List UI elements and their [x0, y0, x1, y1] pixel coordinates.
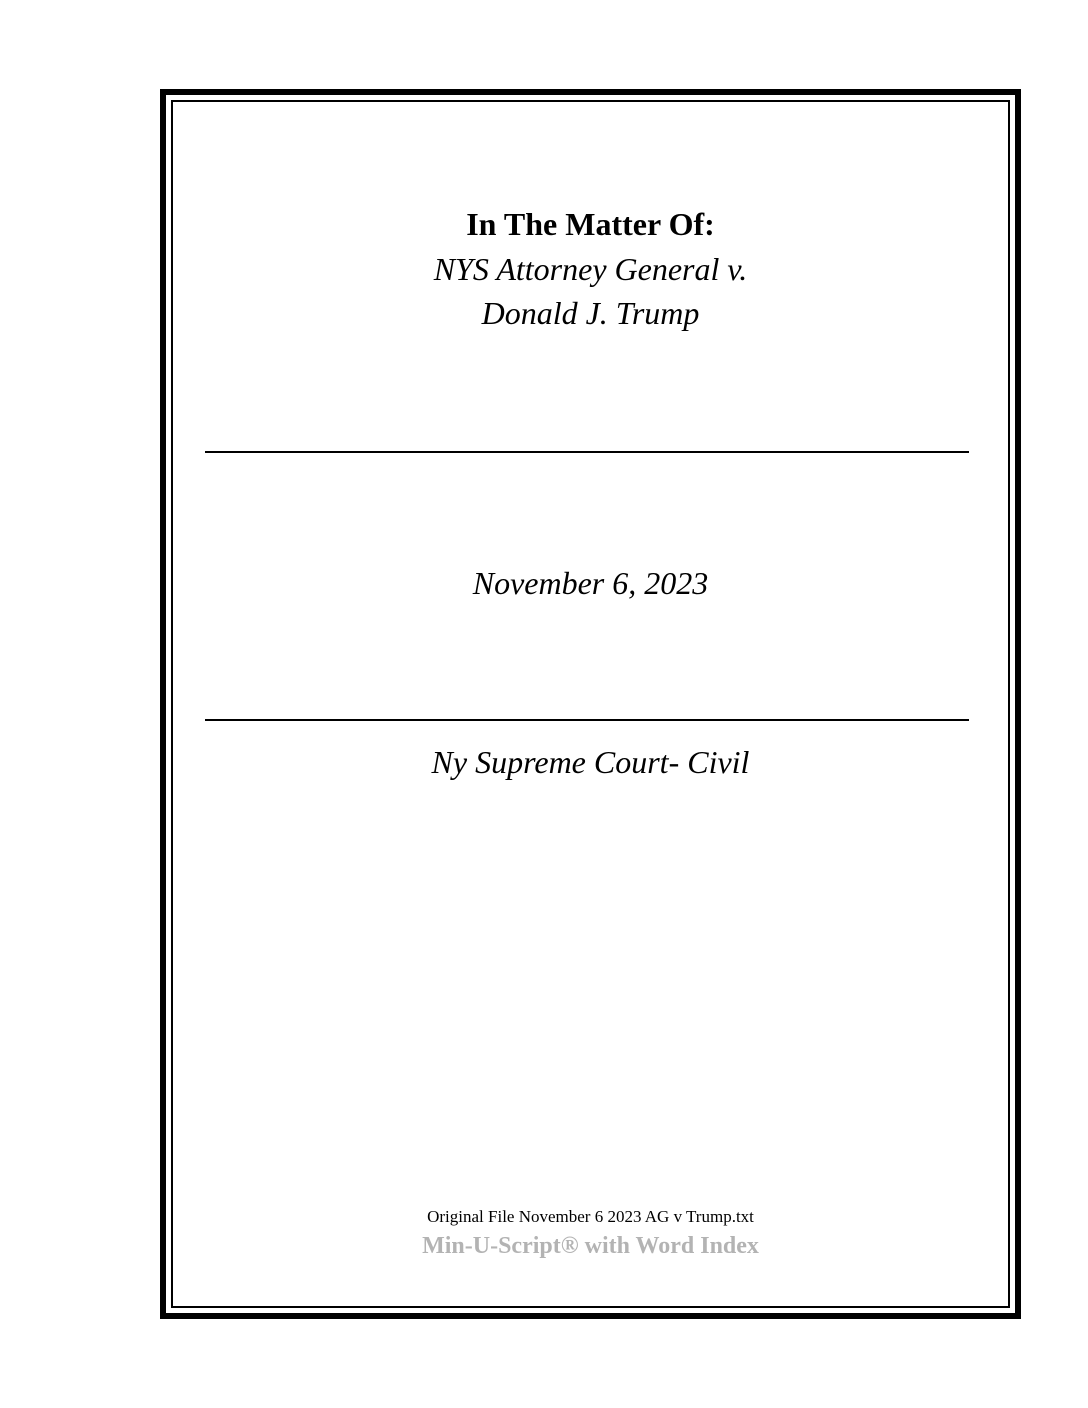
original-file-name: Original File November 6 2023 AG v Trump.txt	[427, 1207, 754, 1226]
brand-footer: Min-U-Script® with Word Index	[422, 1233, 759, 1259]
matter-heading: In The Matter Of:	[466, 206, 715, 242]
case-title-line-2: Donald J. Trump	[481, 295, 700, 331]
case-title-line-1: NYS Attorney General v.	[433, 251, 748, 287]
hearing-date: November 6, 2023	[472, 565, 709, 601]
divider-bottom	[205, 719, 969, 721]
divider-top	[205, 451, 969, 453]
court-name: Ny Supreme Court- Civil	[431, 744, 750, 780]
